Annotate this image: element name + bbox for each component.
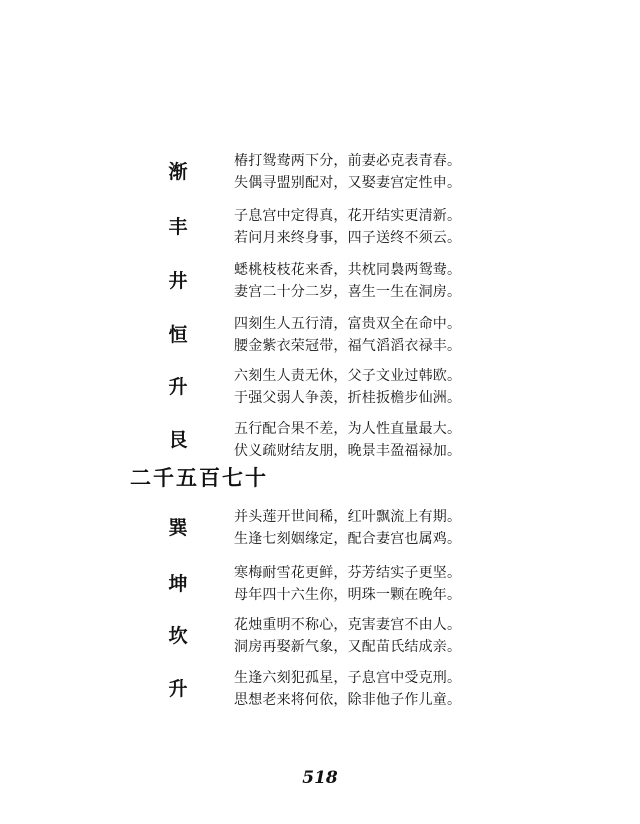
verse-entry: [0, 667, 640, 715]
verse-entry: [0, 259, 640, 307]
verse-line: 于强父弱人争羡，折桂扳檐步仙洲。: [234, 390, 462, 406]
verse-block: [234, 205, 474, 249]
verse-line: 生逢七刻姻缘定，配合妻宫也属鸡。: [234, 531, 462, 547]
verse-block: [234, 313, 474, 357]
verse-line: 寒梅耐雪花更鲜，芬芳结实子更坚。: [234, 565, 462, 581]
verse-line: 花烛重明不称心，克害妻宫不由人。: [234, 617, 462, 633]
hexagram-label: 巽: [168, 517, 188, 539]
hexagram-label: 丰: [168, 216, 188, 238]
verse-entry: [0, 150, 640, 198]
verse-entry: [0, 365, 640, 413]
verse-line: 四刻生人五行清，富贵双全在命中。: [234, 316, 462, 332]
verse-line: 并头莲开世间稀，红叶飘流上有期。: [234, 509, 462, 525]
verse-entry: [0, 562, 640, 610]
verse-line: 五行配合果不差，为人性直量最大。: [234, 421, 462, 437]
hexagram-label: 坎: [168, 625, 188, 647]
verse-block: [234, 418, 474, 462]
verse-line: 母年四十六生你，明珠一颗在晚年。: [234, 587, 462, 603]
verse-line: 生逢六刻犯孤星，子息宫中受克刑。: [234, 670, 462, 686]
verse-line: 子息宫中定得真，花开结实更清新。: [234, 208, 462, 224]
verse-line: 若问月来终身事，四子送终不须云。: [234, 230, 462, 246]
verse-block: [234, 667, 474, 711]
verse-line: 腰金紫衣荣冠带，福气滔滔衣禄丰。: [234, 338, 462, 354]
verse-entry: [0, 506, 640, 554]
verse-line: 思想老来将何依，除非他子作儿童。: [234, 692, 462, 708]
hexagram-label: 井: [168, 270, 188, 292]
hexagram-label: 艮: [168, 429, 188, 451]
verse-entry: [0, 614, 640, 662]
section-number-heading: 二千五百七十: [130, 465, 268, 490]
verse-line: 妻宫二十分二岁，喜生一生在洞房。: [234, 284, 462, 300]
verse-line: 椿打鸳鸯两下分，前妻必克表青春。: [234, 153, 462, 169]
hexagram-label: 坤: [168, 573, 188, 595]
verse-entry: [0, 418, 640, 466]
verse-line: 洞房再娶新气象，又配苗氏结成亲。: [234, 639, 462, 655]
verse-block: [234, 259, 474, 303]
hexagram-label: 升: [168, 678, 188, 700]
verse-line: 六刻生人责无休，父子文业过韩欧。: [234, 368, 462, 384]
hexagram-label: 升: [168, 376, 188, 398]
verse-block: [234, 614, 474, 658]
verse-entry: [0, 313, 640, 361]
page-number: 518: [302, 768, 338, 788]
verse-line: 伏义疏财结友朋，晚景丰盈福禄加。: [234, 443, 462, 459]
verse-block: [234, 365, 474, 409]
verse-block: [234, 150, 474, 194]
verse-line: 蟋桃枝枝花来香，共枕同裊两鸳鸯。: [234, 262, 462, 278]
verse-entry: [0, 205, 640, 253]
verse-block: [234, 506, 474, 550]
hexagram-label: 恒: [168, 324, 188, 346]
verse-block: [234, 562, 474, 606]
hexagram-label: 渐: [168, 161, 188, 183]
verse-line: 失偶寻盟别配对，又娶妻宫定性申。: [234, 175, 462, 191]
